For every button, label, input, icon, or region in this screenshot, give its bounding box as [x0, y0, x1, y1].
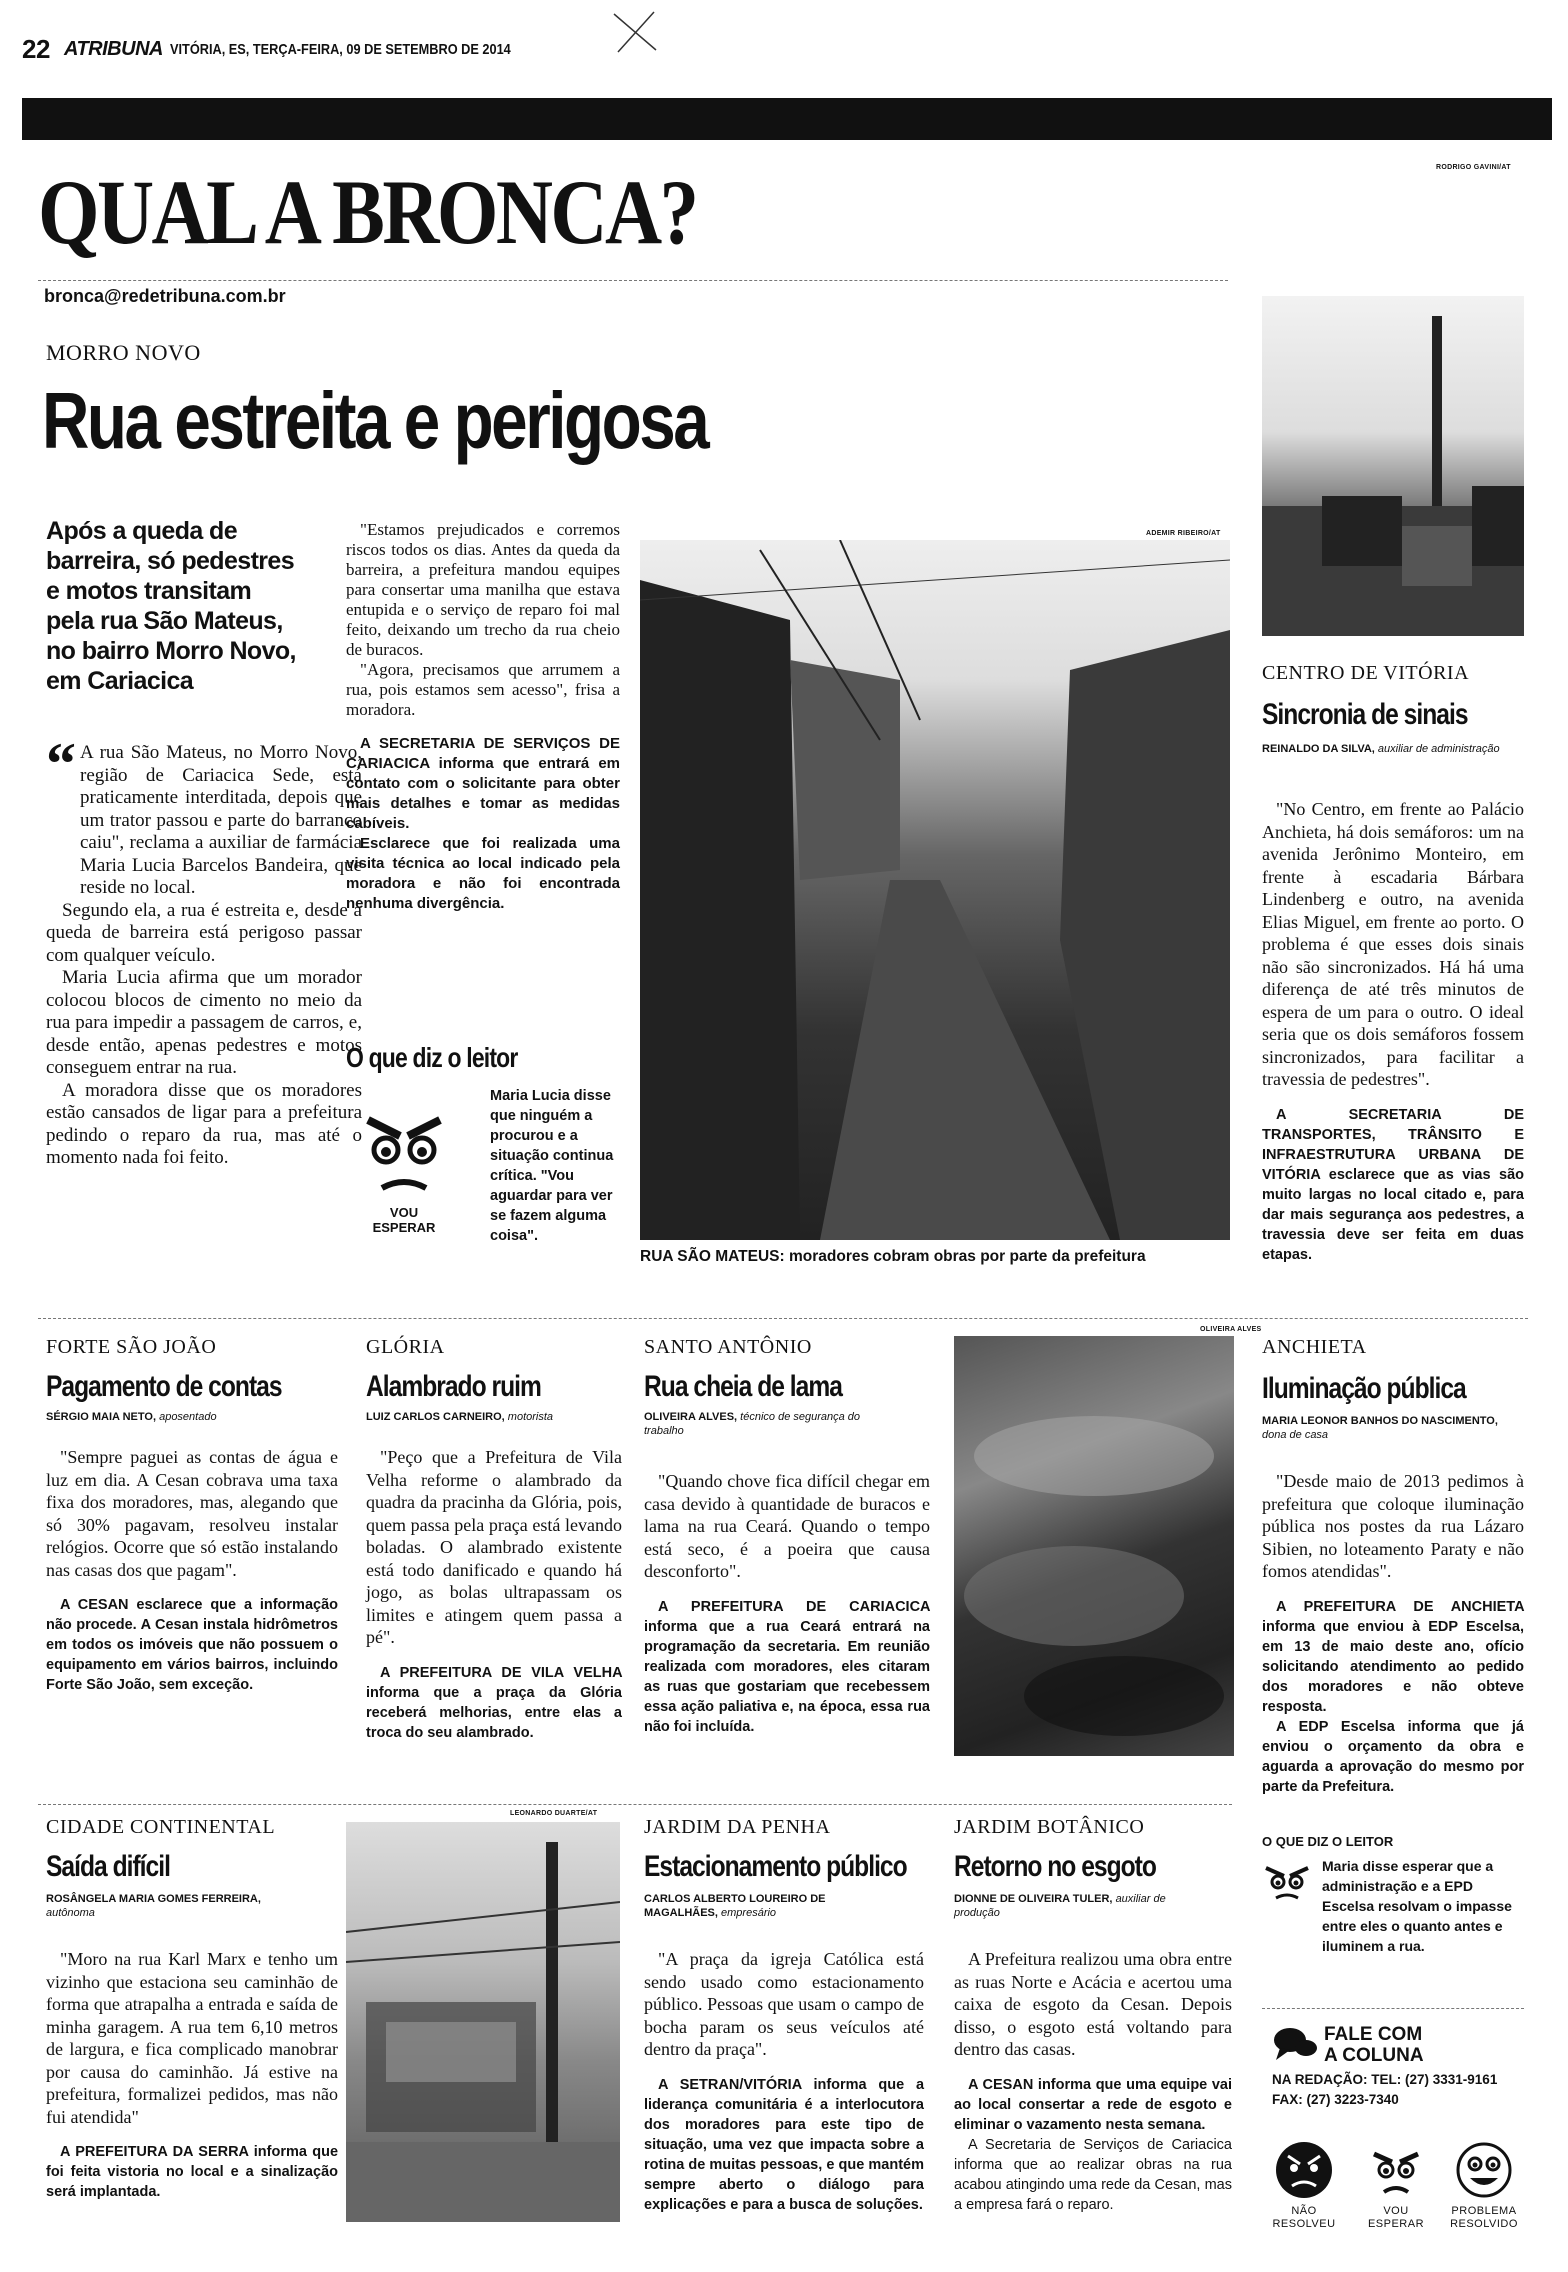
main-photo-caption: [640, 1248, 1146, 1266]
centro-byline-name: REINALDO DA SILVA,: [1262, 743, 1375, 755]
anchieta-kicker: ANCHIETA: [1262, 1336, 1367, 1358]
cidade-photo-credit: LEONARDO DUARTE/AT: [510, 1810, 598, 1817]
row3-divider: [38, 1804, 1232, 1805]
santo-headline: Rua cheia de lama: [644, 1370, 842, 1403]
forte-response-lead: A CESAN: [60, 1597, 129, 1613]
anchieta-byline: [1262, 1414, 1522, 1442]
santo-response-text: informa que a rua Ceará entrará na programação da secretaria. Em reunião realizada com moradores, eles citaram as ruas que gostariam que recebessem essa ação paliativa e, na época, essa rua não foi incluída.: [644, 1618, 930, 1735]
centro-response: [1262, 1105, 1524, 1265]
reader-icon-label: VOU ESPERAR: [372, 1205, 436, 1235]
penha-body: [644, 1948, 924, 2215]
botanico-body: [954, 1948, 1232, 2215]
anchieta-reader-face-icon: [1262, 1862, 1312, 1902]
forte-byline: [46, 1410, 336, 1424]
botanico-response-text: informa que uma equipe vai ao local consertar a rede de esgoto e eliminar o vazamento nesta semana.: [954, 2076, 1232, 2133]
anchieta-reader-title: O QUE DIZ O LEITOR: [1262, 1834, 1394, 1849]
anchieta-headline: Iluminação pública: [1262, 1372, 1466, 1405]
cidade-body: [46, 1948, 338, 2202]
centro-photo: [1262, 296, 1524, 636]
anchieta-response2-text: informa que já enviou o orçamento da obra e aguarda a aprovação do mesmo por parte da Prefeitura.: [1262, 1718, 1524, 1795]
forte-headline: Pagamento de contas: [46, 1370, 282, 1403]
reader-title: O que diz o leitor: [346, 1042, 518, 1073]
main-photo: [640, 540, 1230, 1240]
santo-photo-credit: OLIVEIRA ALVES: [1200, 1326, 1262, 1333]
botanico-response-lead: A CESAN: [968, 2076, 1034, 2093]
santo-kicker: SANTO ANTÔNIO: [644, 1336, 812, 1358]
forte-response-text: esclarece que a informação não procede. A Cesan instala hidrômetros em todos os imóveis que não possuem o equipamento em vários bairros, incluindo Forte São João, sem exceção.: [46, 1597, 338, 1693]
forte-kicker: FORTE SÃO JOÃO: [46, 1336, 217, 1358]
main-paragraph-4: A moradora disse que os moradores estão cansados de ligar para a prefeitura pedindo o reparo da rua, mas até o momento nada foi feito.: [46, 1079, 362, 1168]
forte-text: "Sempre paguei as contas de água e luz em dia. A Cesan cobrava uma taxa fixa dos moradores, mas, alegando que só 30% pagavam, resolveu instalar relógios. Ocorre que só estão instalando nas casas dos que pagam".: [46, 1447, 338, 1580]
cidade-kicker: CIDADE CONTINENTAL: [46, 1816, 276, 1838]
forte-response: [46, 1595, 338, 1695]
main-paragraph-3: Maria Lucia afirma que um morador colocou blocos de cimento no meio da rua para impedir a passagem de carros, e, desde então, apenas pedestres e motos conseguem entrar na rua.: [46, 967, 362, 1078]
angry-face-icon: [1274, 2140, 1334, 2200]
main-paragraph-1: A rua São Mateus, no Morro Novo, região de Cariacica Sede, está praticamente interditada, depois que um trator passou e parte do barranco caiu", reclama a auxiliar de farmácia Maria Lucia Barcelos Bandeira, que reside no local.: [80, 742, 362, 898]
gloria-response: [366, 1663, 622, 1743]
cidade-byline: [46, 1892, 296, 1920]
fale-redacao-label: NA REDAÇÃO:: [1272, 2072, 1368, 2087]
main-response-text: informa que entrará em contato com o solicitante para obter mais detalhes e tomar as medidas cabíveis.: [346, 755, 620, 832]
centro-byline: [1262, 742, 1522, 756]
main-photo-credit: ADEMIR RIBEIRO/AT: [1146, 530, 1221, 537]
fale-box: [1272, 2024, 1522, 2110]
main-col2-paragraph-2: "Agora, precisamos que arrumem a rua, pois estamos sem acesso", frisa a moradora.: [346, 660, 620, 719]
fale-phone[interactable]: TEL: (27) 3331-9161: [1371, 2072, 1498, 2087]
centro-response-lead: A SECRETARIA DE TRANSPORTES, TRÂNSITO E INFRAESTRUTURA URBANA DE VITÓRIA: [1262, 1106, 1524, 1183]
penha-byline-name: CARLOS ALBERTO LOUREIRO DE MAGALHÃES,: [644, 1893, 826, 1919]
botanico-kicker: JARDIM BOTÂNICO: [954, 1816, 1145, 1838]
dateline: VITÓRIA, ES, TERÇA-FEIRA, 09 DE SETEMBRO DE 2014: [170, 41, 511, 58]
gloria-response-lead: A PREFEITURA DE VILA VELHA: [380, 1664, 622, 1681]
cidade-text: "Moro na rua Karl Marx e tenho um vizinho que estaciona seu caminhão de forma que atrapalha a entrada e saída de minha garagem. A rua tem 6,10 metros de largura, e fica complicado manobrar por causa do caminhão. Já estive na prefeitura, formalizei pedidos, mas não fui atendida": [46, 1949, 338, 2127]
botanico-headline: Retorno no esgoto: [954, 1850, 1156, 1883]
gloria-kicker: GLÓRIA: [366, 1336, 445, 1358]
gloria-response-text: informa que a praça da Glória receberá melhorias, entre elas a troca do seu alambrado.: [366, 1684, 622, 1741]
fale-fax: FAX: (27) 3223-7340: [1272, 2092, 1399, 2107]
fale-contact: [1272, 2070, 1522, 2110]
main-response: [346, 734, 620, 834]
anchieta-response-text: informa que enviou à EDP Escelsa, em 13 de maio deste ano, ofício solicitando atendimento ao pedido dos moradores e não obteve resposta.: [1262, 1618, 1524, 1715]
cidade-byline-role: autônoma: [46, 1907, 95, 1919]
santo-response-lead: A PREFEITURA DE CARIACICA: [658, 1598, 930, 1615]
main-response-2: Esclarece que foi realizada uma visita técnica ao local indicado pela moradora e não foi encontrada nenhuma divergência.: [346, 835, 620, 912]
santo-photo: [954, 1336, 1234, 1756]
legend-label-1: NÃO RESOLVEU: [1272, 2205, 1336, 2230]
section-divider: [38, 280, 1228, 281]
centro-headline: Sincronia de sinais: [1262, 698, 1468, 731]
penha-byline-role: empresário: [721, 1907, 777, 1919]
paper-name: ATRIBUNA: [64, 38, 163, 60]
centro-kicker: CENTRO DE VITÓRIA: [1262, 662, 1470, 684]
speech-bubble-icon: [1272, 2024, 1318, 2064]
happy-face-icon: [1454, 2140, 1514, 2200]
centro-byline-role: auxiliar de administração: [1377, 743, 1500, 755]
anchieta-byline-name: MARIA LEONOR BANHOS DO NASCIMENTO,: [1262, 1415, 1498, 1427]
cidade-response: [46, 2142, 338, 2202]
main-caption-text: moradores cobram obras por parte da prefeitura: [788, 1248, 1146, 1265]
reader-text: Maria Lucia disse que ninguém a procurou e a situação continua crítica. "Vou aguardar para ver se fazem alguma coisa".: [490, 1088, 614, 1244]
botanico-response-2: A Secretaria de Serviços de Cariacica informa que ao realizar obras na rua acabou atingindo uma rede da Cesan, mas a empresa fará o reparo.: [954, 2136, 1232, 2213]
anchieta-response-2: [1262, 1717, 1524, 1797]
anchieta-body: [1262, 1470, 1524, 1797]
gloria-byline-name: LUIZ CARLOS CARNEIRO,: [366, 1411, 505, 1423]
gloria-byline-role: motorista: [507, 1411, 554, 1423]
quote-mark-icon: “: [46, 731, 76, 797]
legend-label-3: PROBLEMA RESOLVIDO: [1450, 2205, 1518, 2230]
anchieta-response-lead: A PREFEITURA DE ANCHIETA: [1276, 1598, 1524, 1615]
reader-face-icon: [356, 1110, 452, 1240]
main-headline: Rua estreita e perigosa: [42, 376, 708, 465]
handwritten-mark: [606, 6, 666, 56]
gloria-byline: [366, 1410, 622, 1424]
botanico-byline-role: auxiliar de produção: [954, 1893, 1166, 1919]
penha-response-text: informa que a liderança comunitária é a interlocutora dos moradores para este tipo de situação, uma vez que impacta sobre a rotina de muitas pessoas, e que mantém sempre aberto o diálogo para explicações e para a busca de soluções.: [644, 2076, 925, 2213]
penha-response: [644, 2075, 924, 2215]
legend-label-2: VOU ESPERAR: [1367, 2205, 1425, 2230]
main-col2-paragraph-1: "Estamos prejudicados e corremos riscos todos os dias. Antes da queda da barreira, a prefeitura mandou equipes para consertar uma manilha que estava entupida e o serviço de reparo foi mal feito, deixando um trecho da rua cheio de buracos.: [346, 520, 620, 659]
cidade-response-lead: A PREFEITURA DA SERRA: [60, 2144, 249, 2160]
forte-body: [46, 1446, 338, 1695]
legend: [1262, 2140, 1526, 2250]
penha-headline: Estacionamento público: [644, 1850, 907, 1883]
botanico-byline: [954, 1892, 1194, 1920]
main-paragraph-2: Segundo ela, a rua é estreita e, desde a queda de barreira está perigoso passar com qualquer veículo.: [46, 899, 362, 966]
legend-item-problema-resolvido: [1442, 2140, 1526, 2231]
santo-response: [644, 1597, 930, 1737]
santo-body: [644, 1470, 930, 1737]
centro-response-text: esclarece que as vias são muito largas no local citado e, para dar mais segurança aos pedestres, a travessia deve ser feita em duas etapas.: [1262, 1166, 1524, 1263]
main-deck: Após a queda de barreira, só pedestres e motos transitam pela rua São Mateus, no bairro Morro Novo, em Cariacica: [46, 517, 296, 695]
main-kicker: MORRO NOVO: [46, 340, 201, 365]
penha-byline: [644, 1892, 874, 1920]
cidade-byline-name: ROSÂNGELA MARIA GOMES FERREIRA,: [46, 1893, 261, 1905]
main-caption-lead: RUA SÃO MATEUS:: [640, 1248, 785, 1265]
section-title: QUAL A BRONCA?: [38, 161, 697, 263]
section-email: bronca@redetribuna.com.br: [44, 286, 286, 306]
botanico-response: [954, 2075, 1232, 2135]
botanico-text: A Prefeitura realizou uma obra entre as ruas Norte e Acácia e acertou uma caixa de esgoto da Cesan. Depois disso, o esgoto está voltando para dentro das casas.: [954, 1949, 1232, 2059]
anchieta-response2-lead: A EDP Escelsa: [1276, 1718, 1395, 1735]
anchieta-byline-role: dona de casa: [1262, 1429, 1329, 1441]
waiting-face-icon: [1366, 2140, 1426, 2200]
gloria-text: "Peço que a Prefeitura de Vila Velha reforme o alambrado da quadra da pracinha da Glória, pois, quem passa pela praça está levando boladas. O alambrado existente está todo danificado e quando há jogo, as bolas ultrapassam os limites e atingem quem passa a pé".: [366, 1447, 622, 1647]
cidade-headline: Saída difícil: [46, 1850, 170, 1883]
botanico-byline-name: DIONNE DE OLIVEIRA TULER,: [954, 1893, 1113, 1905]
forte-byline-role: aposentado: [159, 1411, 217, 1423]
legend-item-nao-resolveu: [1262, 2140, 1346, 2231]
main-column-2: [346, 520, 620, 914]
page-number: 22: [22, 34, 50, 64]
cidade-response-text: informa que foi feita vistoria no local e a sinalização será implantada.: [46, 2144, 339, 2200]
santo-byline-name: OLIVEIRA ALVES,: [644, 1411, 738, 1423]
forte-byline-name: SÉRGIO MAIA NETO,: [46, 1411, 157, 1423]
anchieta-reader-text: Maria disse esperar que a administração e a EPD Escelsa resolvam o impasse entre eles o quanto antes e iluminem a rua.: [1322, 1858, 1512, 1954]
anchieta-text: "Desde maio de 2013 pedimos à prefeitura que coloque iluminação pública nos postes da rua Lázaro Sibien, no loteamento Paraty e não fomos atendidas".: [1262, 1471, 1524, 1581]
fale-title-line2: A COLUNA: [1324, 2045, 1424, 2066]
gloria-headline: Alambrado ruim: [366, 1370, 541, 1403]
anchieta-response: [1262, 1597, 1524, 1717]
santo-byline: [644, 1410, 894, 1438]
header-black-bar: [22, 98, 1552, 140]
fale-title-line1: FALE COM: [1324, 2024, 1423, 2045]
santo-byline-role: técnico de segurança do trabalho: [644, 1411, 861, 1437]
main-column-1: [46, 731, 362, 1170]
gloria-body: [366, 1446, 622, 1743]
page-header: [22, 30, 1552, 70]
section-photo-credit: RODRIGO GAVINI/AT: [1436, 164, 1511, 171]
row2-divider: [38, 1318, 1528, 1319]
santo-text: "Quando chove fica difícil chegar em casa devido à quantidade de buracos e lama na rua Ceará. Quando o tempo está seco, é a poeira que causa desconforto".: [644, 1471, 930, 1581]
fale-divider: [1262, 2008, 1524, 2009]
penha-kicker: JARDIM DA PENHA: [644, 1816, 831, 1838]
main-response-lead: A SECRETARIA DE SERVIÇOS DE CARIACICA: [346, 735, 620, 772]
penha-response-lead: A SETRAN/VITÓRIA: [658, 2076, 802, 2093]
centro-body: [1262, 798, 1524, 1265]
centro-text: "No Centro, em frente ao Palácio Anchieta, há dois semáforos: um na avenida Jerônimo Monteiro, em frente à escadaria Bárbara Lindenberg e outro, na avenida Elias Miguel, em frente ao porto. O problema é que esses dois sinais não são sincronizados. Há há uma diferença de até três minutos de espera de um para o outro. O ideal seria que os dois semáforos fossem sincronizados, para facilitar a travessia de pedestres".: [1262, 799, 1524, 1089]
cidade-photo: [346, 1822, 620, 2222]
legend-item-vou-esperar: [1354, 2140, 1438, 2231]
penha-text: "A praça da igreja Católica está sendo usado como estacionamento público. Pessoas que usam o campo de bocha param os seus veículos até dentro da praça".: [644, 1949, 924, 2059]
